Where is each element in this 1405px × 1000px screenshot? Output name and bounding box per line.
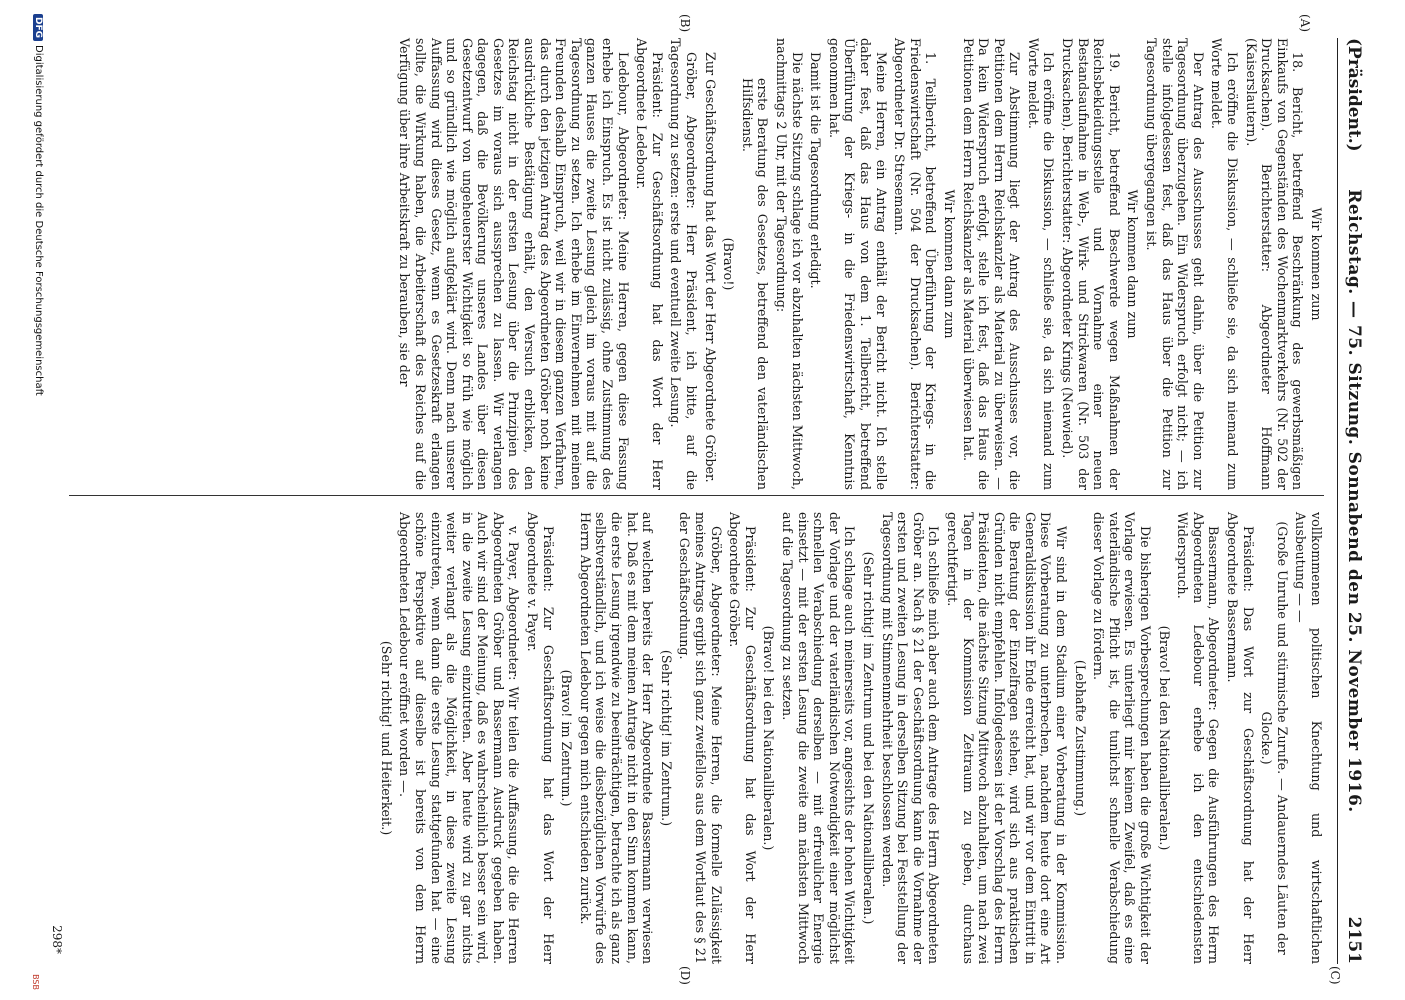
paragraph: (Bravo! bei den Nationalliberalen.): [761, 625, 777, 851]
signature-mark: 298*: [50, 925, 64, 954]
paragraph: erste Beratung des Gesetzes, betreffend den vaterländischen Hilfsdienst.: [739, 78, 771, 490]
paragraph: Zur Abstimmung liegt der Antrag des Ausschusses vor, die Petitionen dem Herrn Reichskanzler als Material zu überweisen. — Da kein Widerspruch erfolgt, stelle ich fest, daß das Haus die Petitionen dem Herrn Reichskanzler als Material überwiesen hat.: [960, 38, 1023, 490]
paragraph: vollkommenen politischen Knechtung und wirtschaftlichen Ausbeutung — —: [1293, 512, 1324, 964]
paragraph: Ich schlage auch meinerseits vor, angesichts der hohen Wichtigkeit der Vorlage und der vaterländischen Notwendigkeit einer möglichst schnellen Verabschiedung derselben — mit erfreulicher Energie einsetzt — mit der ersten Lesung die zweite am nächsten Mittwoch auf die Tagesordnung zu setzen.: [780, 512, 858, 964]
paragraph: Zur Geschäftsordnung hat das Wort der Herr Abgeordnete Gröber.: [702, 52, 718, 483]
digitization-credit: [33, 14, 44, 396]
paragraph: (Bravo!): [721, 237, 737, 291]
paragraph: (Lebhafte Zustimmung.): [1072, 659, 1088, 817]
paragraph: Wir kommen dann zum: [941, 189, 957, 339]
margin-mark-d: (D): [678, 966, 692, 985]
paragraph: 19. Bericht, betreffend Beschwerde wegen Maßnahmen der Reichsbekleidungsstelle und Vornahme einer neuen Bestandsaufnahme in Web-, Wirk- und Strickwaren (Nr. 503 der Drucksachen). Berichterstatter: Abgeordneter Krings (Neuwied).: [1060, 38, 1122, 490]
paragraph: Wir kommen zum: [1309, 207, 1324, 321]
paragraph: Ich eröffne die Diskussion, — schließe sie, da sich niemand zum Worte meldet.: [1209, 38, 1241, 490]
paragraph: Präsident: Zur Geschäftsordnung hat das Wort der Herr Abgeordnete v. Payer.: [525, 512, 556, 964]
paragraph: 18. Bericht, betreffend Beschränkung des gewerbsmäßigen Einkaufs von Gegenständen des Wochenmarktverkehrs (Nr. 502 der Drucksachen). Berichterstatter: Abgeordneter Hoffmann (Kaiserslautern).: [1243, 38, 1306, 490]
paragraph: Wir kommen dann zum: [1125, 189, 1141, 339]
paragraph: Präsident: Das Wort zur Geschäftsordnung hat der Herr Abgeordnete Bassermann.: [1225, 512, 1256, 964]
paragraph: (Sehr richtig! im Zentrum.): [658, 649, 674, 827]
header-speaker: (Präsident.): [1344, 38, 1364, 152]
margin-mark-b: (B): [678, 14, 692, 33]
margin-mark-a: (A): [1298, 14, 1312, 33]
paragraph: (Große Unruhe und stürmische Zurufe. — Andauerndes Läuten der Glocke.): [1259, 521, 1290, 955]
bsb-mark: BSB: [31, 974, 40, 990]
right-column: [375, 512, 1324, 964]
paragraph: auf welchen bereits der Herr Abgeordnete Bassermann verwiesen hat. Daß es mit dem meinen Antrage nicht in den Sinn kommen kann, die erste Lesung irgendwie zu beeinträchtigen, betrachte ich als ganz selbstverständlich, und ich weise die diesbezüglichen Vorwürfe des Herrn Abgeordneten Ledebour gegen mich entschieden zurück.: [577, 512, 656, 964]
document-page: [22, 8, 1382, 994]
header-title: Reichstag. — 75. Sitzung. Sonnabend den 25. November 1916.: [1344, 189, 1364, 813]
column-divider: [69, 495, 1324, 496]
paragraph: Meine Herren, ein Antrag enthält der Bericht nicht. Ich stelle daher fest, daß das Haus von dem 1. Teilbericht, betreffend Überführung der Kriegs- in die Friedenswirtschaft, Kenntnis genommen hat.: [826, 38, 889, 490]
paragraph: Die nächste Sitzung schlage ich vor abzuhalten nächsten Mittwoch, nachmittags 2 Uhr, mit der Tagesordnung:: [774, 38, 805, 490]
paragraph: Damit ist die Tagesordnung erledigt.: [808, 52, 824, 289]
paragraph: Der Antrag des Ausschusses geht dahin, über die Petition zur Tagesordnung überzugehen. Ein Widerspruch erfolgt nicht; — ich stelle infolgedessen fest, daß das Haus über die Petition zur Tagesordnung übergegangen ist.: [1144, 38, 1206, 490]
paragraph: (Sehr richtig! und Heiterkeit.): [378, 640, 394, 836]
paragraph: (Sehr richtig! im Zentrum und bei den Nationalliberalen.): [860, 551, 876, 925]
paragraph: Wir sind in dem Stadium einer Vorberatung in der Kommission. Diese Vorberatung zu unterbrechen, nachdem heute dort eine Art Generaldiskussion ihr Ende erreicht hat, und wir vor dem Eintritt in die Beratung der Einzelfragen stehen, wird sich aus praktischen Gründen nicht empfehlen. Infolgedessen ist der Vorschlag des Herrn Präsidenten, die nächste Sitzung Mittwoch abzuhalten, um nach zwei Tagen in der Kommission Zeitraum zu geben, durchaus gerechtfertigt.: [944, 512, 1070, 964]
paragraph: Gröber, Abgeordneter: Herr Präsident, ich bitte, auf die Tagesordnung zu setzen: erste und eventuell zweite Lesung.: [668, 38, 700, 490]
paragraph: v. Payer, Abgeordneter: Wir teilen die Auffassung, die die Herren Abgeordneten Gröber und Bassermann Ausdruck gegeben haben. Auch wir sind der Meinung, daß es wahrscheinlich besser sein wird, in die zweite Lesung einzutreten. Aber heute wird zu gar nichts weiter verlangt als die Möglichkeit, in diese zweite Lesung einzutreten, wenn dann die erste Lesung stattgefunden hat — eine schöne Perspektive auf dieselbe ist bereits von dem Herrn Abgeordneten Ledebour eröffnet worden —.: [397, 512, 522, 964]
paragraph: (Bravo! im Zentrum.): [559, 669, 575, 807]
paragraph: Ich eröffne die Diskussion, — schließe sie, da sich niemand zum Worte meldet.: [1025, 38, 1057, 490]
credit-text: Digitalisierung gefördert durch die Deutsche Forschungsgemeinschaft: [33, 45, 44, 396]
dfg-logo: DFG: [33, 14, 43, 41]
page-header: [1337, 38, 1372, 964]
left-column: [394, 38, 1324, 490]
paragraph: Ledebour, Abgeordneter: Meine Herren, gegen diese Fassung erhebe ich Einspruch. Es ist nicht zulässig, ohne Zustimmung des ganzen Hauses die zweite Lesung gleich im voraus mit auf die Tagesordnung zu setzen. Ich erhebe im Einvernehmen mit meinen Freunden deshalb Einspruch, weil wir in diesem ganzen Verfahren, das durch den jetzigen Antrag des Abgeordneten Gröber noch keine ausdrückliche Bestätigung erhält, den Versuch erblicken, den Reichstag nicht in der ersten Lesung über die Prinzipien des Gesetzes im voraus sich aussprechen zu lassen. Wir verlangen dagegen, daß die Bevölkerung unseres Landes über diesen Gesetzentwurf von ungeheuerster Wichtigkeit so früh wie möglich und so gründlich wie möglich aufgeklärt wird. Denn nach unserer Auffassung wird dieses Gesetz, wenn es Gesetzeskraft erlangen sollte, die Wirkung haben, die Arbeiterschaft des Reiches auf die Verfügung über ihre Arbeitskraft zu berauben, sie der: [397, 38, 631, 490]
paragraph: Gröber, Abgeordneter: Meine Herren, die formelle Zulässigkeit meines Antrags ergibt sich ganz zweifellos aus dem Wortlaut des § 21 der Geschäftsordnung.: [677, 512, 724, 964]
paragraph: 1. Teilbericht, betreffend Überführung der Kriegs- in die Friedenswirtschaft (Nr. 504 der Drucksachen). Berichterstatter: Abgeordneter Dr. Stresemann.: [892, 38, 939, 490]
paragraph: Ich schließe mich aber auch dem Antrage des Herrn Abgeordneten Gröber an. Nach § 21 der Geschäftsordnung kann die Vornahme der ersten und zweiten Lesung in derselben Sitzung bei Feststellung der Tagesordnung mit Stimmenmehrheit beschlossen werden.: [879, 512, 942, 964]
paragraph: Präsident: Zur Geschäftsordnung hat das Wort der Herr Abgeordnete Ledebour.: [634, 38, 665, 490]
paragraph: Die bisherigen Vorbesprechungen haben die große Wichtigkeit der Vorlage erwiesen. Es unterliegt mir keinem Zweifel, daß es eine vaterländische Pflicht ist, die tunlichst schnelle Verabschiedung dieser Vorlage zu fördern.: [1091, 512, 1154, 964]
margin-mark-c: (C): [1328, 966, 1342, 985]
paragraph: (Bravo! bei den Nationalliberalen.): [1156, 625, 1172, 851]
paragraph: Bassermann, Abgeordneter: Gegen die Ausführungen des Herrn Abgeordneten Ledebour erhebe ich den entschiedensten Widerspruch.: [1175, 512, 1222, 964]
page-number: 2151: [1344, 916, 1364, 964]
paragraph: Präsident: Zur Geschäftsordnung hat das Wort der Herr Abgeordnete Gröber.: [727, 512, 758, 964]
